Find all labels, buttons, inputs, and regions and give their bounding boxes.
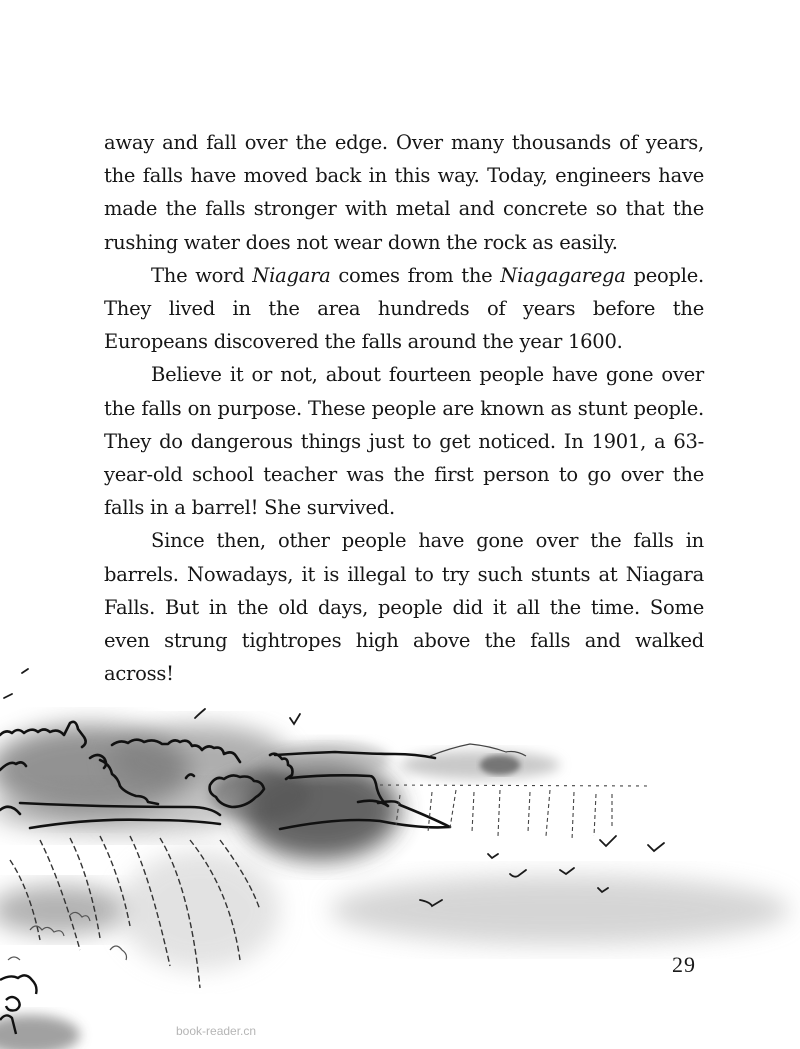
body-text [104,126,704,690]
text-run: people. They lived in the area hundreds of years before the Europeans discovered the falls around the year 1600. [104,263,704,354]
text-run: Believe it or not, about fourteen people have gone over the falls on purpose. These people are known as stunt people. They do dangerous things just to get noticed. In 1901, a 63-year-old school teacher was the first person to go over the falls in a barrel! She survived. [104,363,704,520]
text-run: comes from the [330,263,501,287]
italic-term-niagagarega: Niagagarega [500,263,626,287]
text-run: The word [151,263,253,287]
paragraph-1 [104,126,704,259]
italic-term-niagara: Niagara [252,263,331,287]
ink-wash-shading [0,725,790,1049]
text-run: Since then, other people have gone over the falls in barrels. Nowadays, it is illegal to try such stunts at Niagara Falls. But in the old days, people did it all the time. Some even strung tightropes high above the falls and walked across! [104,529,704,686]
niagara-falls-illustration [0,660,800,1049]
paragraph-2 [104,259,704,359]
watermark: book-reader.cn [176,1024,257,1038]
text-run: away and fall over the edge. Over many thousands of years, the falls have moved back in this way. Today, engineers have made the falls stronger with metal and concrete so that the rushing water does not wear down the rock as easily. [104,131,704,254]
page-number: 29 [672,952,696,977]
paragraph-3 [104,358,704,524]
